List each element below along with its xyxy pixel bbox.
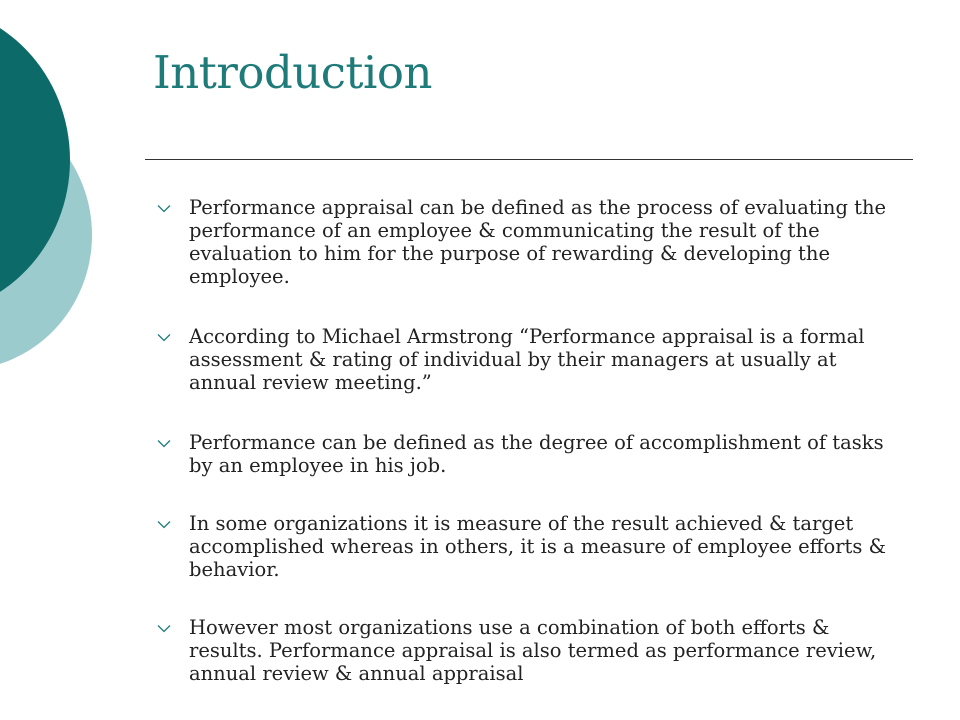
bullet-text: Performance appraisal can be defined as the process of evaluating the performance of an employee & communicating the result of the evaluation to him for the purpose of rewarding & developing the employee. [189,196,887,288]
chevron-down-icon [157,204,171,213]
bullet-item [157,325,902,394]
bullet-text: Performance can be defined as the degree of accomplishment of tasks by an employee in his job. [189,431,884,477]
bullet-text: According to Michael Armstrong “Performance appraisal is a formal assessment & rating of individual by their managers at usually at annual review meeting.” [189,325,865,394]
bullet-text: In some organizations it is measure of the result achieved & target accomplished whereas in others, it is a measure of employee efforts & behavior. [189,512,886,581]
title-divider [145,159,913,160]
chevron-down-icon [157,333,171,342]
chevron-down-icon [157,624,171,633]
bullet-item [157,616,902,685]
bullet-list [157,196,902,685]
slide-title: Introduction [153,46,432,99]
chevron-down-icon [157,439,171,448]
chevron-down-icon [157,520,171,529]
bullet-item [157,431,902,477]
bullet-text: However most organizations use a combination of both efforts & results. Performance appraisal is also termed as performance review, annual review & annual appraisal [189,616,877,685]
bullet-item [157,196,902,288]
bullet-item [157,512,902,581]
